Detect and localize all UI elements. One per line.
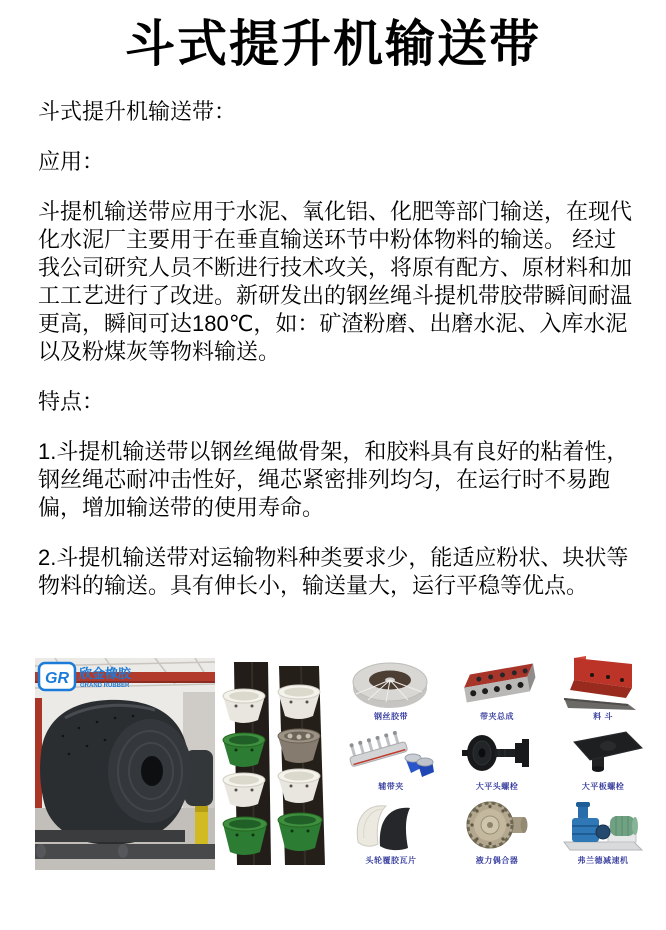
product-tile <box>550 652 656 724</box>
product-tile <box>338 652 444 724</box>
feature-paragraph-1: 1.斗提机输送带以钢丝绳做骨架，和胶料具有良好的粘着性，钢丝绳芯耐冲击性好，绳芯紧密排列均匀，在运行时不易跑偏，增加输送带的使用寿命。 <box>38 439 629 520</box>
accessories-grid <box>338 652 656 868</box>
section-heading-features: 特点： <box>38 389 105 414</box>
page-title: 斗式提升机输送带 <box>125 16 541 72</box>
flat-head-bolt-icon <box>444 724 550 781</box>
flender-reducer-icon <box>550 794 656 855</box>
product-photo-strip <box>0 652 666 870</box>
product-label: 料 斗 <box>593 712 613 721</box>
product-label: 弗兰德减速机 <box>577 856 629 865</box>
product-label: 大平板螺栓 <box>581 782 625 791</box>
product-label: 钢丝胶带 <box>374 712 408 721</box>
product-label: 大平头螺栓 <box>475 782 519 791</box>
product-label: 液力偶合器 <box>475 856 519 865</box>
section-heading-application: 应用： <box>38 149 105 174</box>
product-tile <box>550 794 656 868</box>
product-label: 带夹总成 <box>480 712 514 721</box>
product-tile <box>550 724 656 794</box>
product-tile <box>338 794 444 868</box>
logo-name-cn: 欣金橡胶 <box>79 666 132 681</box>
product-label: 辅带夹 <box>378 782 404 791</box>
logo-monogram: GR <box>45 670 69 687</box>
feature-paragraph-2: 2.斗提机输送带对运输物料种类要求少，能适应粉状、块状等物料的输送。具有伸长小，输送量大，运行平稳等优点。 <box>38 545 629 598</box>
head-pulley-lagging-tiles-icon <box>338 794 444 855</box>
product-tile <box>444 652 550 724</box>
grand-rubber-logo <box>39 663 132 690</box>
fluid-coupling-icon <box>444 794 550 855</box>
application-paragraph: 斗提机输送带应用于水泥、氧化铝、化肥等部门输送，在现代化水泥厂主要用于在垂直输送环节中粉体物料的输送。 经过我公司研究人员不断进行技术攻关，将原有配方、原材料和加工工艺进行了改进。新研发出的钢丝绳斗提机带胶带瞬间耐温更高，瞬间可达180℃，如：矿渣粉磨、出磨水泥、入库水泥以及粉煤灰等物料输送。 <box>38 199 633 364</box>
auxiliary-belt-clamp-icon <box>338 724 444 781</box>
elevator-buckets-photo <box>222 658 340 870</box>
product-tile <box>444 794 550 868</box>
subtitle-line: 斗式提升机输送带： <box>38 99 237 124</box>
product-tile <box>444 724 550 794</box>
flat-plate-bolt-icon <box>550 724 656 781</box>
factory-belt-roll-photo <box>35 658 215 870</box>
belt-clamp-assembly-icon <box>444 652 550 711</box>
elevator-hopper-icon <box>550 652 656 711</box>
product-tile <box>338 724 444 794</box>
logo-name-en: GRAND RUBBER <box>80 683 130 689</box>
article-body <box>0 98 666 600</box>
steel-cord-belt-roll-icon <box>338 652 444 711</box>
product-label: 头轮覆胶瓦片 <box>365 856 417 865</box>
